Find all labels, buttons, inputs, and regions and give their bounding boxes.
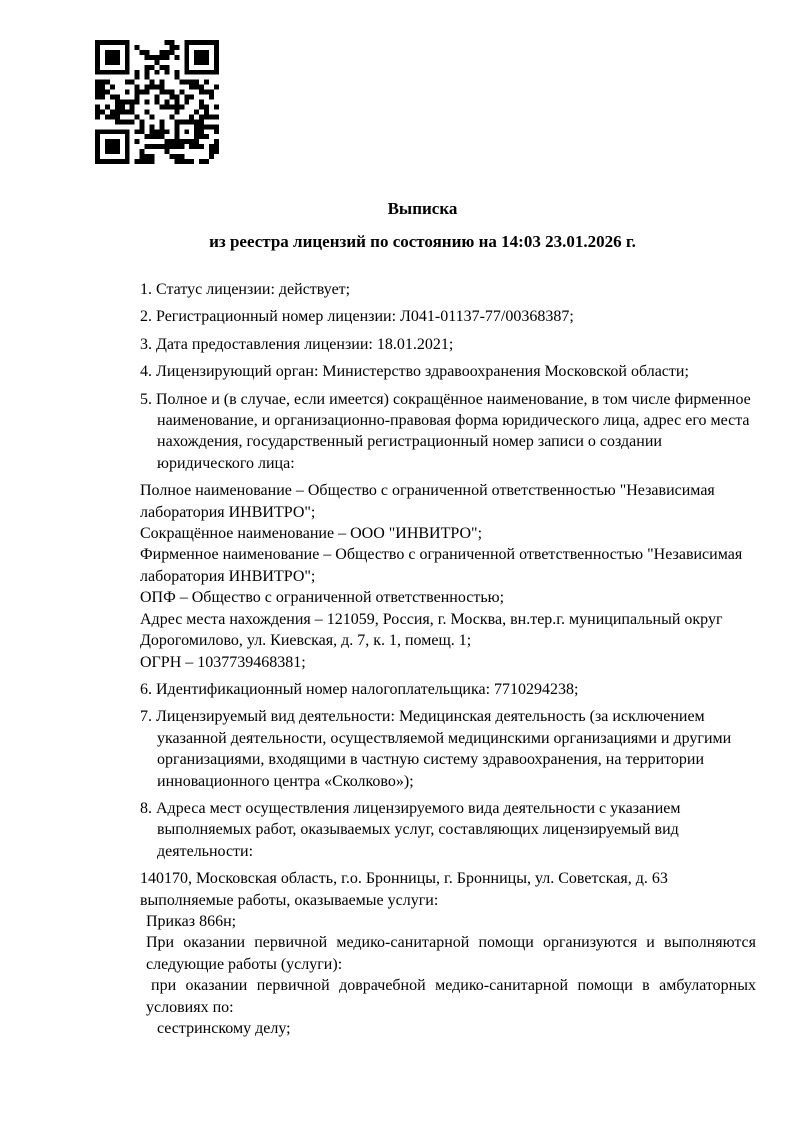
item8-line: деятельности:	[157, 842, 254, 860]
title-block	[90, 198, 755, 253]
item7-line: указанной деятельности, осуществляемой медицинскими организациями и другими	[157, 729, 732, 747]
nursing-service-line: сестринскому делу;	[157, 1020, 291, 1037]
field-registration-number: 2. Регистрационный номер лицензии: Л041-01137-77/00368387;	[140, 308, 574, 326]
field-taxpayer-number: 6. Идентификационный номер налогоплательщика: 7710294238;	[140, 680, 579, 698]
primary-care-line: При оказании первичной медико-санитарной помощи организуются и выполняются	[146, 934, 756, 952]
works-services-label: выполняемые работы, оказываемые услуги:	[140, 891, 439, 909]
org-short-name-line: Сокращённое наименование – ООО "ИНВИТРО";	[140, 525, 483, 543]
item8-line: 8. Адреса мест осуществления лицензируемого вида деятельности с указанием	[140, 799, 681, 817]
field-activity-addresses-heading	[140, 798, 756, 862]
document-body	[140, 279, 756, 1045]
pre-doctor-care-line: условиях по:	[146, 998, 234, 1016]
field-license-status: 1. Статус лицензии: действует;	[140, 281, 351, 298]
item7-line: инновационного центра «Сколково»);	[157, 772, 414, 790]
item5-line: 5. Полное и (в случае, если имеется) сокращённое наименование, в том числе фирменное	[140, 390, 751, 408]
field-licensed-activity	[140, 706, 756, 792]
organization-details	[140, 480, 756, 673]
item7-line: 7. Лицензируемый вид деятельности: Медицинская деятельность (за исключением	[140, 708, 705, 726]
org-brand-name-line: лаборатория ИНВИТРО";	[140, 567, 316, 585]
activity-address-block	[140, 868, 756, 1039]
activity-address-line: 140170, Московская область, г.о. Бронницы, г. Бронницы, ул. Советская, д. 63	[140, 870, 668, 888]
pre-doctor-care-line: при оказании первичной доврачебной медико-санитарной помощи в амбулаторных	[151, 977, 756, 995]
order-reference-line: Приказ 866н;	[146, 912, 237, 930]
field-names-heading	[140, 389, 756, 475]
document-title: Выписка	[387, 199, 458, 218]
item5-line: нахождения, государственный регистрационный номер записи о создании	[157, 433, 662, 451]
org-address-line: Дорогомилово, ул. Киевская, д. 7, к. 1, помещ. 1;	[140, 632, 472, 650]
primary-care-line: следующие работы (услуги):	[146, 955, 343, 973]
org-full-name-line: лаборатория ИНВИТРО";	[140, 503, 316, 521]
field-grant-date: 3. Дата предоставления лицензии: 18.01.2021;	[140, 335, 454, 353]
item8-line: выполняемых работ, оказываемых услуг, составляющих лицензируемый вид	[157, 821, 679, 839]
org-address-line: Адрес места нахождения – 121059, Россия, г. Москва, вн.тер.г. муниципальный округ	[140, 610, 723, 628]
org-brand-name-line: Фирменное наименование – Общество с ограниченной ответственностью "Независимая	[140, 546, 743, 564]
item5-line: юридического лица:	[157, 454, 295, 472]
document-subtitle: из реестра лицензий по состоянию на 14:03 23.01.2026 г.	[209, 232, 636, 251]
qr-code-icon	[95, 40, 219, 164]
org-ogrn-line: ОГРН – 1037739468381;	[140, 653, 306, 671]
org-full-name-line: Полное наименование – Общество с ограниченной ответственностью "Независимая	[140, 482, 715, 500]
item5-line: наименование, и организационно-правовая форма юридического лица, адрес его места	[157, 412, 750, 430]
org-legal-form-line: ОПФ – Общество с ограниченной ответственностью;	[140, 589, 505, 607]
item7-line: организациями, входящими в частную систему здравоохранения, на территории	[157, 751, 705, 769]
field-licensing-authority: 4. Лицензирующий орган: Министерство здравоохранения Московской области;	[140, 363, 689, 381]
